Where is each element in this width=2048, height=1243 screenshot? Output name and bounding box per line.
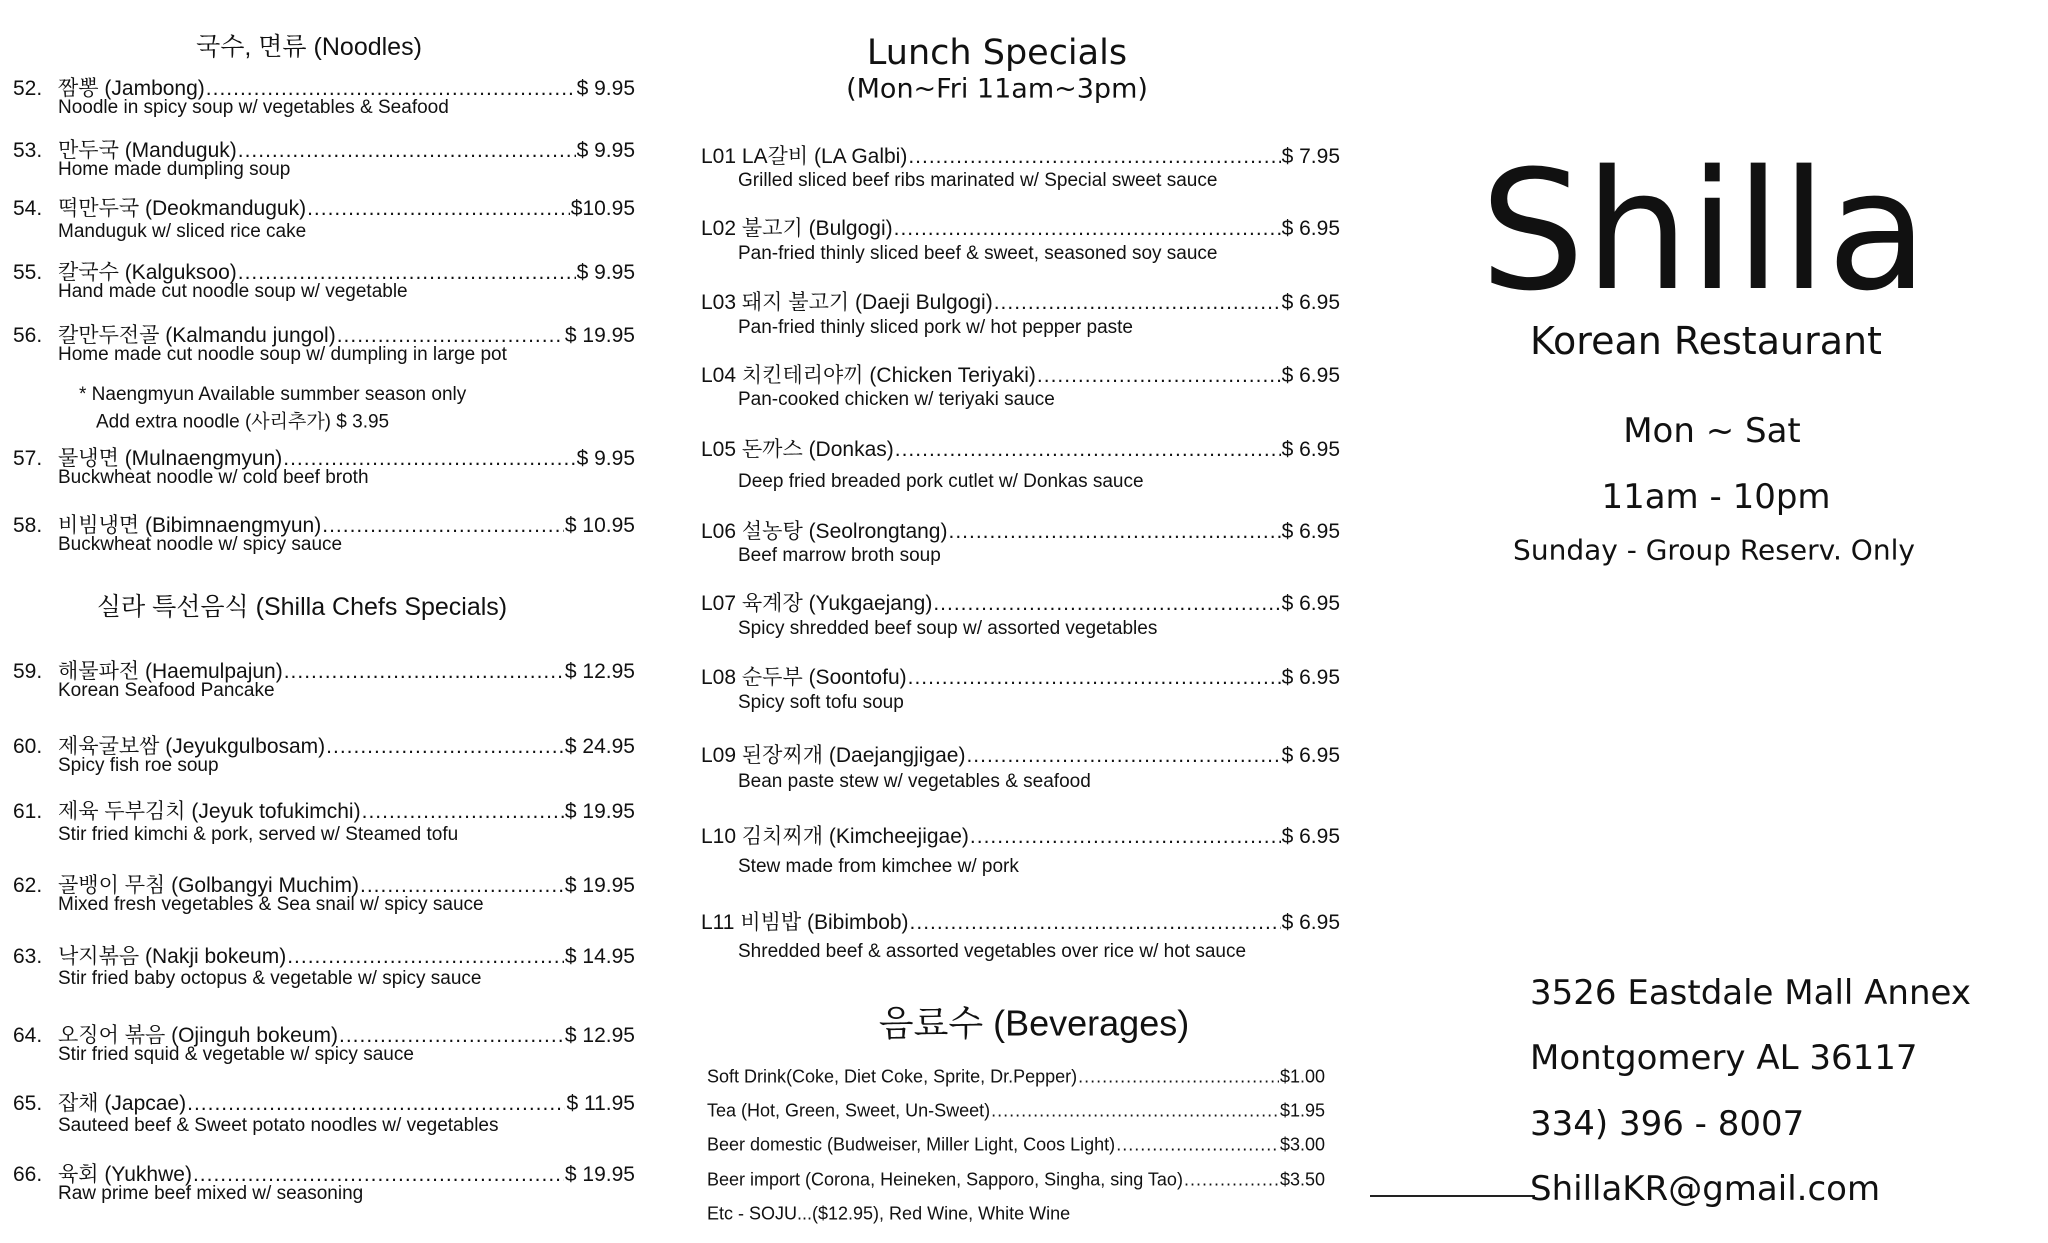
- item-name: L08 순두부 (Soontofu): [701, 666, 907, 689]
- item-number: 54.: [13, 197, 43, 220]
- item-description: Spicy shredded beef soup w/ assorted vegetables: [738, 618, 1158, 639]
- item-description: Pan-fried thinly sliced beef & sweet, seasoned soy sauce: [738, 243, 1218, 264]
- dot-leader: [187, 1092, 565, 1116]
- item-price: $10.95: [570, 197, 635, 220]
- item-description: Noodle in spicy soup w/ vegetables & Seafood: [58, 97, 449, 118]
- item-price: $ 11.95: [566, 1092, 635, 1115]
- sunday-note: Sunday - Group Reserv. Only: [1513, 533, 1915, 567]
- item-number: 59.: [13, 660, 43, 683]
- dot-leader: [895, 438, 1281, 462]
- item-name: L10 김치찌개 (Kimcheejigae): [701, 825, 969, 848]
- item-name: Tea (Hot, Green, Sweet, Un-Sweet): [707, 1100, 991, 1121]
- menu-item: [701, 359, 1340, 389]
- menu-item: [13, 192, 635, 222]
- item-description: Deep fried breaded pork cutlet w/ Donkas sauce: [738, 471, 1144, 492]
- item-description: Grilled sliced beef ribs marinated w/ Special sweet sauce: [738, 170, 1218, 191]
- item-name: 칼만두전골 (Kalmandu jungol): [58, 324, 336, 347]
- menu-item: [701, 906, 1340, 936]
- item-name: 낙지볶음 (Nakji bokeum): [58, 945, 287, 968]
- item-price: $3.50: [1279, 1169, 1325, 1190]
- restaurant-tagline: Korean Restaurant: [1530, 319, 1882, 363]
- menu-item: [13, 795, 635, 825]
- menu-item: [13, 1087, 635, 1117]
- item-name: 물냉면 (Mulnaengmyun): [58, 447, 283, 470]
- item-price: $1.00: [1279, 1066, 1325, 1087]
- phone-number: 334) 396 - 8007: [1530, 1104, 1805, 1144]
- restaurant-name: Shilla: [1480, 135, 1928, 327]
- item-name: 해물파전 (Haemulpajun): [58, 660, 283, 683]
- dot-leader: [991, 1101, 1279, 1122]
- item-name: L07 육계장 (Yukgaejang): [701, 592, 933, 615]
- item-description: Stew made from kimchee w/ pork: [738, 856, 1019, 877]
- item-name: L05 돈까스 (Donkas): [701, 438, 894, 461]
- dot-leader: [1184, 1170, 1279, 1191]
- dot-leader: [284, 660, 564, 684]
- item-name: L09 된장찌개 (Daejangjigae): [701, 744, 966, 767]
- item-name: Beer domestic (Budweiser, Miller Light, Coos Light): [707, 1134, 1116, 1155]
- menu-item: [701, 212, 1340, 242]
- item-name: L02 불고기 (Bulgogi): [701, 217, 893, 240]
- item-description: Pan-cooked chicken w/ teriyaki sauce: [738, 389, 1055, 410]
- menu-item: [701, 661, 1340, 691]
- dot-leader: [948, 520, 1280, 544]
- address-line-1: 3526 Eastdale Mall Annex: [1530, 973, 1971, 1013]
- dot-leader: [894, 217, 1281, 241]
- item-price: $ 19.95: [564, 874, 635, 897]
- item-name: 잡채 (Japcae): [58, 1092, 187, 1115]
- item-description: Home made dumpling soup: [58, 159, 291, 180]
- item-name: L04 치킨테리야끼 (Chicken Teriyaki): [701, 364, 1036, 387]
- item-name: L11 비빔밥 (Bibimbob): [701, 911, 909, 934]
- menu-item: [701, 140, 1340, 170]
- beverages-header: 음료수 (Beverages): [878, 1002, 1190, 1044]
- open-days: Mon ~ Sat: [1623, 411, 1801, 451]
- item-name: Beer import (Corona, Heineken, Sapporo, Singha, sing Tao): [707, 1169, 1183, 1190]
- menu-item: [701, 433, 1340, 463]
- item-name: Soft Drink(Coke, Diet Coke, Sprite, Dr.Pepper): [707, 1066, 1078, 1087]
- item-description: Bean paste stew w/ vegetables & seafood: [738, 771, 1091, 792]
- item-description: Buckwheat noodle w/ cold beef broth: [58, 467, 369, 488]
- dot-leader: [326, 735, 564, 759]
- dot-leader: [1078, 1067, 1279, 1088]
- lunch-subtitle: (Mon~Fri 11am~3pm): [846, 73, 1148, 105]
- item-number: 52.: [13, 77, 43, 100]
- item-name: 육회 (Yukhwe): [58, 1163, 192, 1186]
- item-number: 58.: [13, 514, 43, 537]
- dot-leader: [933, 592, 1280, 616]
- item-name: 제육굴보쌈 (Jeyukgulbosam): [58, 735, 326, 758]
- item-number: 60.: [13, 735, 43, 758]
- item-price: $ 19.95: [564, 800, 635, 823]
- menu-item: [701, 587, 1340, 617]
- item-name: L06 설농탕 (Seolrongtang): [701, 520, 948, 543]
- email-address[interactable]: ShillaKR@gmail.com: [1530, 1169, 1881, 1209]
- menu-item: [701, 286, 1340, 316]
- menu-item: [701, 739, 1340, 769]
- dot-leader: [362, 800, 564, 824]
- item-description: Home made cut noodle soup w/ dumpling in large pot: [58, 344, 507, 365]
- item-price: $ 6.95: [1281, 825, 1340, 848]
- item-price: $ 19.95: [564, 324, 635, 347]
- item-name: 비빔냉면 (Bibimnaengmyun): [58, 514, 322, 537]
- item-description: Manduguk w/ sliced rice cake: [58, 221, 307, 242]
- item-number: 56.: [13, 324, 43, 347]
- item-price: $ 9.95: [576, 447, 635, 470]
- noodles-header: 국수, 면류 (Noodles): [196, 33, 422, 61]
- item-description: Spicy fish roe soup: [58, 755, 219, 776]
- item-price: $ 6.95: [1281, 438, 1340, 461]
- item-name: 만두국 (Manduguk): [58, 139, 237, 162]
- item-price: $3.00: [1279, 1134, 1325, 1155]
- item-price: $ 14.95: [564, 945, 635, 968]
- item-description: Stir fried baby octopus & vegetable w/ spicy sauce: [58, 968, 482, 989]
- menu-item: [701, 820, 1340, 850]
- item-number: 63.: [13, 945, 43, 968]
- item-description: Stir fried kimchi & pork, served w/ Steamed tofu: [58, 824, 459, 845]
- item-number: 55.: [13, 261, 43, 284]
- item-number: 61.: [13, 800, 43, 823]
- item-description: Mixed fresh vegetables & Sea snail w/ spicy sauce: [58, 894, 484, 915]
- item-price: $1.95: [1279, 1100, 1325, 1121]
- item-price: $ 10.95: [564, 514, 635, 537]
- menu-item: [707, 1170, 1325, 1191]
- dot-leader: [908, 145, 1280, 169]
- item-price: $ 12.95: [564, 660, 635, 683]
- dot-leader: [1116, 1135, 1279, 1156]
- item-description: Sauteed beef & Sweet potato noodles w/ vegetables: [58, 1115, 499, 1136]
- item-price: $ 24.95: [564, 735, 635, 758]
- item-number: 57.: [13, 447, 43, 470]
- item-price: $ 9.95: [576, 139, 635, 162]
- item-number: 62.: [13, 874, 43, 897]
- extra-noodle-note: Add extra noodle (사리추가) $ 3.95: [96, 411, 390, 433]
- item-price: $ 6.95: [1281, 744, 1340, 767]
- chefs-specials-header: 실라 특선음식 (Shilla Chefs Specials): [96, 593, 508, 621]
- item-description: Beef marrow broth soup: [738, 545, 941, 566]
- item-number: 53.: [13, 139, 43, 162]
- item-price: $ 6.95: [1281, 911, 1340, 934]
- lunch-title: Lunch Specials: [866, 33, 1128, 73]
- item-description: Stir fried squid & vegetable w/ spicy sauce: [58, 1044, 414, 1065]
- dot-leader: [307, 197, 570, 221]
- item-description: Shredded beef & assorted vegetables over rice w/ hot sauce: [738, 941, 1247, 962]
- item-number: 64.: [13, 1024, 43, 1047]
- dot-leader: [966, 744, 1280, 768]
- dot-leader: [994, 291, 1281, 315]
- menu-item: [701, 515, 1340, 545]
- dot-leader: [322, 514, 564, 538]
- menu-item: [13, 940, 635, 970]
- item-price: $ 6.95: [1281, 592, 1340, 615]
- item-price: $ 9.95: [576, 261, 635, 284]
- item-price: $ 6.95: [1281, 217, 1340, 240]
- dot-leader: [287, 945, 564, 969]
- dot-leader: [970, 825, 1281, 849]
- item-description: Buckwheat noodle w/ spicy sauce: [58, 534, 343, 555]
- item-description: Raw prime beef mixed w/ seasoning: [58, 1183, 364, 1204]
- item-description: Hand made cut noodle soup w/ vegetable: [58, 281, 408, 302]
- dot-leader: [1037, 364, 1281, 388]
- item-price: $ 6.95: [1281, 364, 1340, 387]
- item-price: $ 12.95: [564, 1024, 635, 1047]
- item-name: 제육 두부김치 (Jeyuk tofukimchi): [58, 800, 361, 823]
- naengmyun-note: * Naengmyun Available summber season only: [79, 384, 467, 405]
- item-name: 칼국수 (Kalguksoo): [58, 261, 237, 284]
- menu-item: [707, 1067, 1325, 1088]
- item-description: Korean Seafood Pancake: [58, 680, 275, 701]
- item-price: $ 9.95: [576, 77, 635, 100]
- item-price: $ 6.95: [1281, 520, 1340, 543]
- item-price: $ 6.95: [1281, 666, 1340, 689]
- item-description: Pan-fried thinly sliced pork w/ hot pepper paste: [738, 317, 1133, 338]
- item-price: $ 7.95: [1281, 145, 1340, 168]
- item-description: Spicy soft tofu soup: [738, 692, 904, 713]
- address-line-2: Montgomery AL 36117: [1530, 1038, 1918, 1078]
- item-name: L03 돼지 불고기 (Daeji Bulgogi): [701, 291, 993, 314]
- item-name: 오징어 볶음 (Ojinguh bokeum): [58, 1024, 339, 1047]
- item-name: L01 LA갈비 (LA Galbi): [701, 145, 908, 168]
- menu-item: [707, 1101, 1325, 1122]
- dot-leader: [908, 666, 1281, 690]
- item-price: $ 19.95: [564, 1163, 635, 1186]
- item-name: 짬뽕 (Jambong): [58, 77, 205, 100]
- item-name: 골뱅이 무침 (Golbangyi Muchim): [58, 874, 359, 897]
- menu-item: [707, 1135, 1325, 1156]
- open-hours: 11am - 10pm: [1601, 477, 1831, 517]
- divider-line: [1370, 1195, 1535, 1197]
- item-number: 65.: [13, 1092, 43, 1115]
- beverages-etc: Etc - SOJU...($12.95), Red Wine, White Wine: [707, 1203, 1071, 1224]
- item-number: 66.: [13, 1163, 43, 1186]
- item-name: 떡만두국 (Deokmanduguk): [58, 197, 307, 220]
- item-price: $ 6.95: [1281, 291, 1340, 314]
- dot-leader: [910, 911, 1281, 935]
